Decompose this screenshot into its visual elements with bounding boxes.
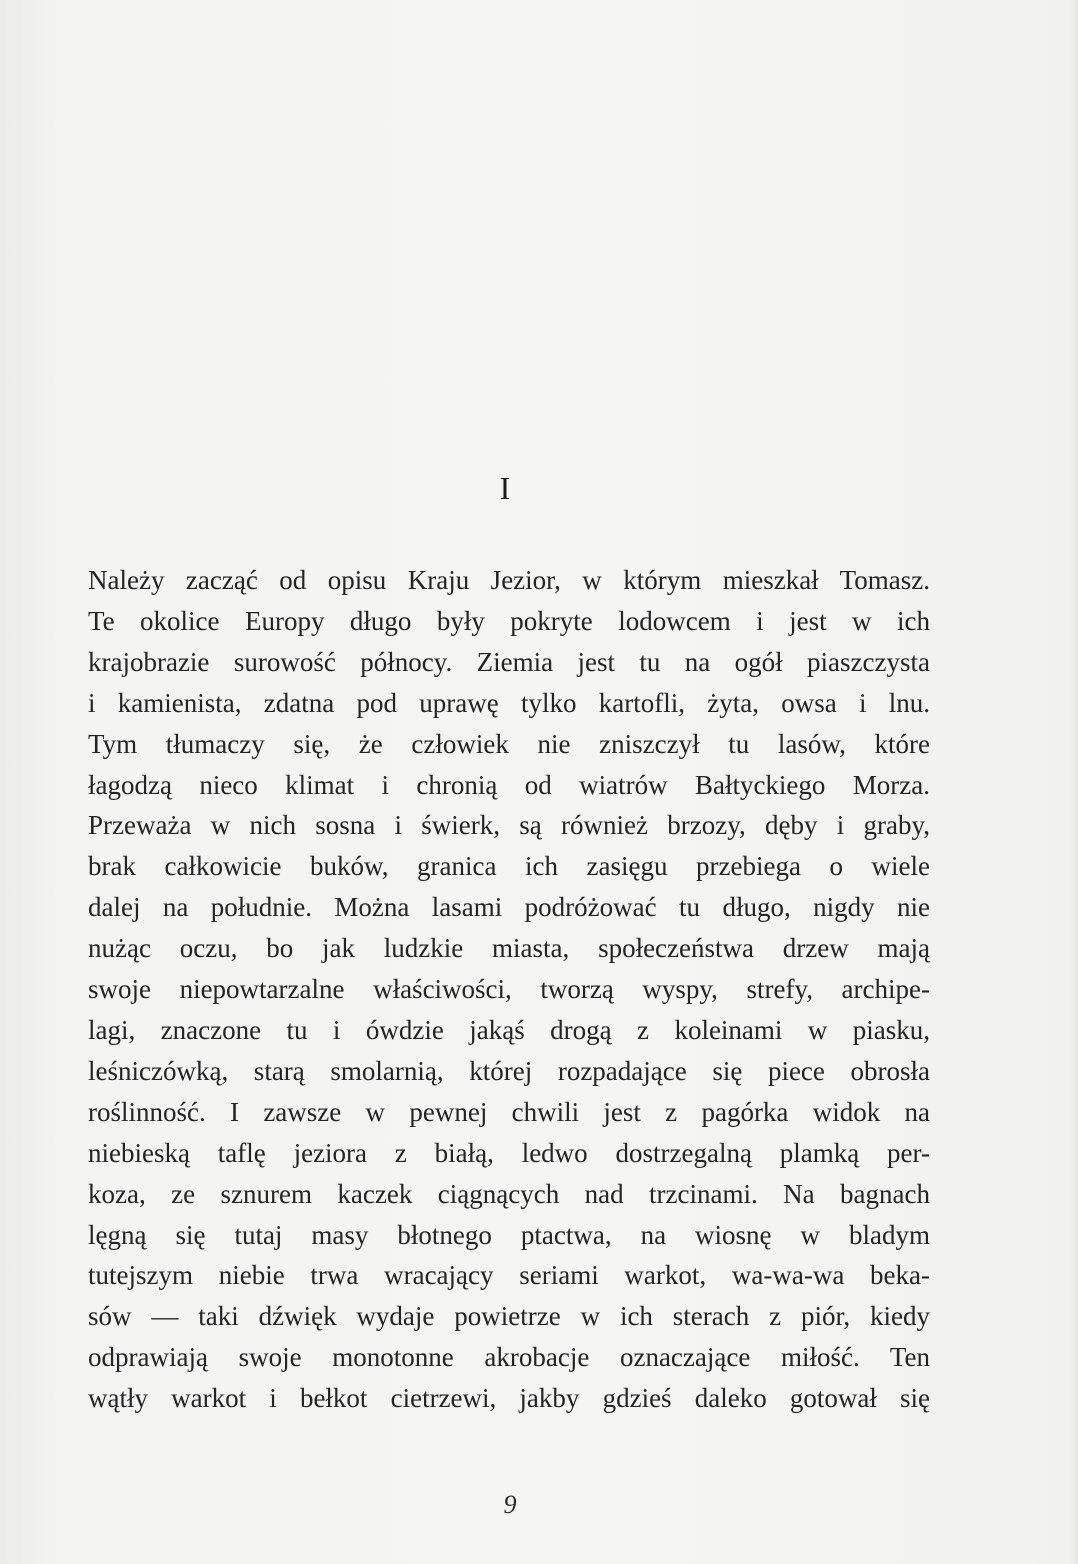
text-line: wątły warkot i bełkot cietrzewi, jakby gdzieś daleko gotował się	[88, 1383, 930, 1414]
text-line: lęgną się tutaj masy błotnego ptactwa, na wiosnę w bladym	[88, 1219, 930, 1250]
text-line: Przeważa w nich sosna i świerk, są również brzozy, dęby i graby,	[88, 810, 930, 841]
text-line: i kamienista, zdatna pod uprawę tylko kartofli, żyta, owsa i lnu.	[88, 687, 930, 718]
text-line: brak całkowicie buków, granica ich zasięgu przebiega o wiele	[88, 851, 930, 882]
text-line: odprawiają swoje monotonne akrobacje oznaczające miłość. Ten	[88, 1342, 930, 1373]
text-line: koza, ze sznurem kaczek ciągnących nad trzcinami. Na bagnach	[88, 1178, 930, 1209]
text-line: lagi, znaczone tu i ówdzie jakąś drogą z koleinami w piasku,	[88, 1014, 930, 1045]
chapter-body-text	[88, 560, 930, 1419]
text-line: Tym tłumaczy się, że człowiek nie zniszczył tu lasów, które	[88, 728, 930, 759]
text-line: sów — taki dźwięk wydaje powietrze w ich sterach z piór, kiedy	[88, 1301, 930, 1332]
text-line: roślinność. I zawsze w pewnej chwili jest z pagórka widok na	[88, 1096, 930, 1127]
text-line: leśniczówką, starą smolarnią, której rozpadające się piece obrosła	[88, 1055, 930, 1086]
page-edge-shadow	[1070, 0, 1078, 1564]
text-line: nużąc oczu, bo jak ludzkie miasta, społeczeństwa drzew mają	[88, 933, 930, 964]
text-line: Te okolice Europy długo były pokryte lodowcem i jest w ich	[88, 605, 930, 636]
text-line: łagodzą nieco klimat i chronią od wiatrów Bałtyckiego Morza.	[88, 769, 930, 800]
text-line: Należy zacząć od opisu Kraju Jezior, w którym mieszkał Tomasz.	[88, 565, 930, 595]
text-line: tutejszym niebie trwa wracający seriami warkot, wa-wa-wa beka-	[88, 1260, 930, 1291]
text-line: swoje niepowtarzalne właściwości, tworzą wyspy, strefy, archipe-	[88, 974, 930, 1005]
chapter-heading: I	[499, 470, 511, 506]
page-number: 9	[503, 1490, 517, 1519]
text-line: niebieską taflę jeziora z białą, ledwo dostrzegalną plamką per-	[88, 1137, 930, 1168]
text-line: dalej na południe. Można lasami podróżować tu długo, nigdy nie	[88, 892, 930, 923]
text-line: krajobrazie surowość północy. Ziemia jest tu na ogół piaszczysta	[88, 646, 930, 677]
